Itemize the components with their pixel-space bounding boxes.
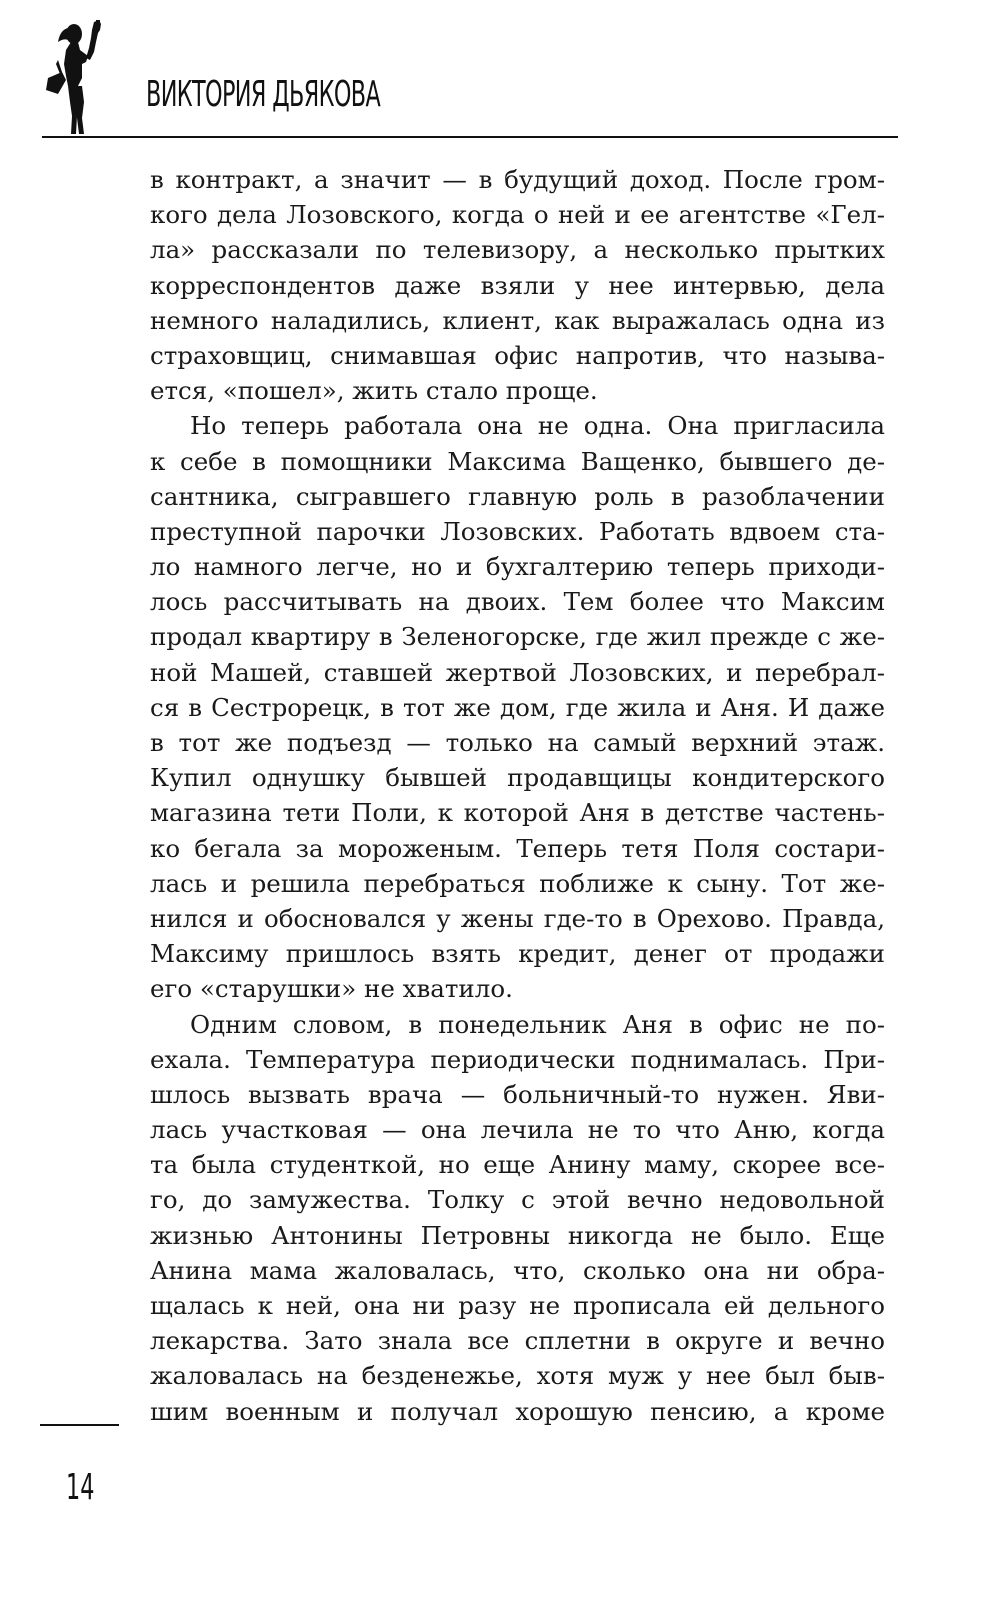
text-line: страховщиц, снимавшая офис напротив, что называ-	[150, 340, 885, 370]
text-line: лось рассчитывать на двоих. Тем более что Максим	[150, 587, 885, 617]
text-line: лась участковая — она лечила не то что Аню, когда	[150, 1115, 885, 1145]
page-number: 14	[66, 1467, 95, 1508]
text-line: ется, «пошел», жить стало проще.	[150, 376, 598, 406]
text-line: преступной парочки Лозовских. Работать вдвоем ста-	[150, 516, 885, 546]
text-line: Максиму пришлось взять кредит, денег от продажи	[150, 939, 885, 969]
footer-divider	[40, 1424, 119, 1426]
text-line: в контракт, а значит — в будущий доход. После гром-	[150, 165, 885, 194]
paragraph-start-line: Одним словом, в понедельник Аня в офис не по-	[190, 1009, 885, 1039]
text-line: кого дела Лозовского, когда о ней и ее агентстве «Гел-	[150, 200, 885, 230]
author-name: ВИКТОРИЯ ДЬЯКОВА	[146, 74, 381, 115]
text-line: продал квартиру в Зеленогорске, где жил прежде с же-	[150, 622, 885, 652]
text-line: корреспондентов даже взяли у нее интервью, дела	[150, 270, 885, 300]
running-header	[40, 20, 900, 138]
text-line: нился и обосновался у жены где-то в Орехово. Правда,	[150, 903, 885, 933]
text-line: немного наладились, клиент, как выражалась одна из	[150, 305, 885, 335]
text-line: ной Машей, ставшей жертвой Лозовских, и перебрал-	[150, 657, 885, 687]
text-line: лась и решила перебраться поближе к сыну. Тот же-	[150, 868, 885, 898]
woman-silhouette-with-pistol-icon	[44, 20, 116, 136]
header-divider	[42, 136, 898, 138]
text-line: Купил однушку бывшей продавщицы кондитерского	[150, 763, 885, 793]
text-line: сантника, сыгравшего главную роль в разоблачении	[150, 481, 885, 511]
text-line: лекарства. Зато знала все сплетни в округе и вечно	[150, 1326, 885, 1356]
text-line: ехала. Температура периодически поднималась. При-	[150, 1044, 885, 1074]
text-line: жаловалась на безденежье, хотя муж у нее был быв-	[150, 1361, 885, 1391]
text-line: жизнью Антонины Петровны никогда не было. Еще	[150, 1220, 885, 1250]
paragraph-start-line: Но теперь работала она не одна. Она пригласила	[190, 411, 885, 441]
text-line: магазина тети Поли, к которой Аня в детстве частень-	[150, 798, 885, 828]
text-line: его «старушки» не хватило.	[150, 974, 513, 1004]
text-line: шлось вызвать врача — больничный-то нужен. Яви-	[150, 1079, 885, 1109]
text-line: к себе в помощники Максима Ващенко, бывшего де-	[150, 446, 885, 476]
text-line: ся в Сестрорецк, в тот же дом, где жила и Аня. И даже	[150, 692, 885, 722]
text-line: та была студенткой, но еще Анину маму, скорее все-	[150, 1150, 885, 1180]
text-line: ко бегала за мороженым. Теперь тетя Поля состари-	[150, 833, 885, 863]
text-line: ла» рассказали по телевизору, а несколько прытких	[150, 235, 885, 265]
text-line: Анина мама жаловалась, что, сколько она ни обра-	[150, 1255, 885, 1285]
body-text	[150, 162, 885, 1429]
text-line: го, до замужества. Толку с этой вечно недовольной	[150, 1185, 885, 1215]
text-line: щалась к ней, она ни разу не прописала ей дельного	[150, 1291, 885, 1320]
text-line: шим военным и получал хорошую пенсию, а кроме	[150, 1396, 885, 1426]
text-line: в тот же подъезд — только на самый верхний этаж.	[150, 728, 885, 757]
text-line: ло намного легче, но и бухгалтерию теперь приходи-	[150, 552, 885, 582]
